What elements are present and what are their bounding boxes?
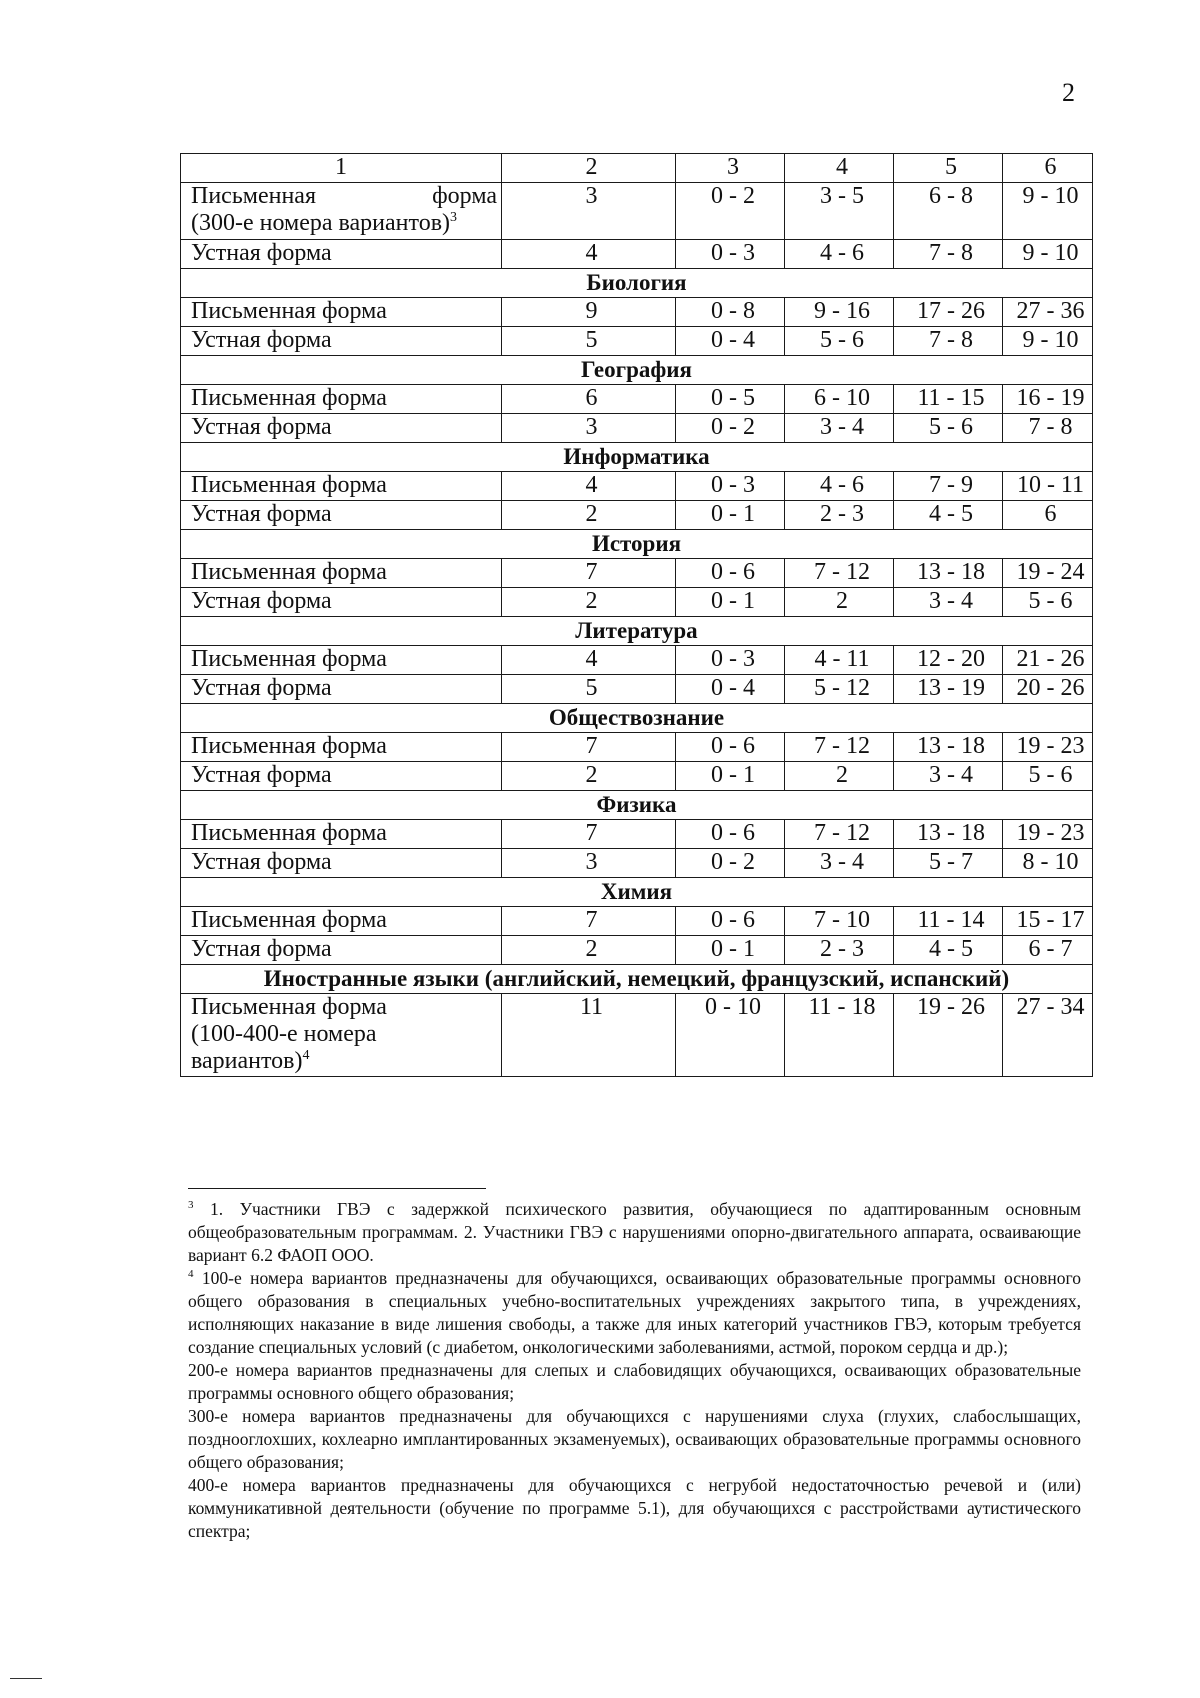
exam-form-label: Устная форма [181, 762, 502, 791]
max-score-cell: 9 [502, 298, 676, 327]
score-range-cell: 5 - 6 [1003, 588, 1093, 617]
table-row [181, 588, 1093, 617]
table-row [181, 762, 1093, 791]
label-line [191, 210, 497, 237]
label-line [191, 183, 497, 210]
subject-title: Информатика [181, 443, 1093, 472]
score-range-cell: 3 - 5 [785, 183, 894, 240]
score-range-cell: 6 - 10 [785, 385, 894, 414]
scan-edge-mark [10, 1678, 42, 1679]
score-range-cell: 0 - 6 [676, 559, 785, 588]
header-cell: 5 [894, 154, 1003, 183]
subject-title: История [181, 530, 1093, 559]
exam-form-label: Устная форма [181, 588, 502, 617]
score-range-cell: 0 - 5 [676, 385, 785, 414]
score-range-cell: 0 - 3 [676, 472, 785, 501]
score-range-cell: 5 - 6 [1003, 762, 1093, 791]
exam-form-label: Письменная форма [181, 646, 502, 675]
max-score-cell: 3 [502, 849, 676, 878]
grade-conversion-table [180, 153, 1093, 1077]
table-row [181, 472, 1093, 501]
score-range-cell: 0 - 4 [676, 675, 785, 704]
score-range-cell: 0 - 1 [676, 501, 785, 530]
exam-form-label [181, 183, 502, 240]
exam-form-label: Устная форма [181, 327, 502, 356]
score-range-cell: 12 - 20 [894, 646, 1003, 675]
label-text: (300-е номера вариантов) [191, 210, 451, 236]
score-range-cell: 7 - 9 [894, 472, 1003, 501]
score-range-cell: 4 - 5 [894, 501, 1003, 530]
max-score-cell: 7 [502, 733, 676, 762]
max-score-cell: 3 [502, 414, 676, 443]
subject-header-row [181, 965, 1093, 994]
label-line [191, 994, 497, 1021]
score-range-cell: 7 - 8 [1003, 414, 1093, 443]
score-range-cell: 5 - 6 [894, 414, 1003, 443]
footnote-paragraph [188, 1474, 1081, 1543]
max-score-cell: 4 [502, 646, 676, 675]
label-text: (100-400-е номера [191, 1021, 377, 1047]
table-row [181, 559, 1093, 588]
header-cell: 3 [676, 154, 785, 183]
score-range-cell: 16 - 19 [1003, 385, 1093, 414]
score-range-cell: 9 - 10 [1003, 327, 1093, 356]
score-range-cell: 0 - 6 [676, 820, 785, 849]
max-score-cell: 3 [502, 183, 676, 240]
score-range-cell: 0 - 1 [676, 762, 785, 791]
exam-form-label: Устная форма [181, 240, 502, 269]
footnote-ref: 4 [302, 1048, 310, 1063]
score-range-cell: 4 - 11 [785, 646, 894, 675]
exam-form-label: Письменная форма [181, 820, 502, 849]
score-range-cell: 13 - 19 [894, 675, 1003, 704]
score-range-cell: 3 - 4 [894, 762, 1003, 791]
score-range-cell: 9 - 10 [1003, 240, 1093, 269]
score-range-cell: 0 - 3 [676, 240, 785, 269]
score-range-cell: 19 - 23 [1003, 820, 1093, 849]
table-row [181, 183, 1093, 240]
subject-header-row [181, 704, 1093, 733]
max-score-cell: 4 [502, 472, 676, 501]
max-score-cell: 7 [502, 559, 676, 588]
footnote-text: 200-е номера вариантов предназначены для слепых и слабовидящих обучающихся, осваивающих образовательные программы основного общего образования; [188, 1360, 1081, 1403]
score-range-cell: 0 - 4 [676, 327, 785, 356]
footnote-divider [188, 1188, 486, 1189]
footnote-text: 300-е номера вариантов предназначены для обучающихся с нарушениями слуха (глухих, слабослышащих, позднооглохших, кохлеарно имплантированных экзаменуемых), осваивающих образовательные программы основного общего образования; [188, 1406, 1081, 1472]
score-range-cell: 0 - 10 [676, 994, 785, 1077]
exam-form-label: Письменная форма [181, 907, 502, 936]
subject-header-row [181, 356, 1093, 385]
score-range-cell: 7 - 10 [785, 907, 894, 936]
score-range-cell: 0 - 8 [676, 298, 785, 327]
max-score-cell: 7 [502, 907, 676, 936]
score-range-cell: 9 - 16 [785, 298, 894, 327]
score-range-cell: 27 - 36 [1003, 298, 1093, 327]
max-score-cell: 4 [502, 240, 676, 269]
score-range-cell: 11 - 15 [894, 385, 1003, 414]
exam-form-label: Устная форма [181, 936, 502, 965]
max-score-cell: 2 [502, 762, 676, 791]
table-row [181, 298, 1093, 327]
score-range-cell: 7 - 12 [785, 733, 894, 762]
score-range-cell: 0 - 1 [676, 936, 785, 965]
score-range-cell: 6 - 7 [1003, 936, 1093, 965]
footnote-text: 400-е номера вариантов предназначены для обучающихся с негрубой недостаточностью речевой и (или) коммуникативной деятельности (обучение по программе 5.1), для обучающихся с расстройствами аутистического спектра; [188, 1475, 1081, 1541]
score-range-cell: 27 - 34 [1003, 994, 1093, 1077]
footnote-paragraph [188, 1359, 1081, 1405]
score-range-cell: 2 - 3 [785, 501, 894, 530]
score-range-cell: 11 - 18 [785, 994, 894, 1077]
table-row [181, 675, 1093, 704]
subject-title: Иностранные языки (английский, немецкий, французский, испанский) [181, 965, 1093, 994]
exam-form-label [181, 994, 502, 1077]
score-range-cell: 3 - 4 [894, 588, 1003, 617]
score-range-cell: 15 - 17 [1003, 907, 1093, 936]
table-row [181, 240, 1093, 269]
max-score-cell: 5 [502, 327, 676, 356]
footnote-paragraph [188, 1405, 1081, 1474]
label-word: форма [432, 183, 497, 209]
label-text: вариантов) [191, 1048, 303, 1074]
score-range-cell: 7 - 8 [894, 240, 1003, 269]
max-score-cell: 7 [502, 820, 676, 849]
footnote-paragraph [188, 1198, 1081, 1267]
score-range-cell: 13 - 18 [894, 733, 1003, 762]
exam-form-label: Письменная форма [181, 298, 502, 327]
table-row [181, 414, 1093, 443]
exam-form-label: Письменная форма [181, 472, 502, 501]
footnote-marker: 3 [188, 1199, 194, 1212]
score-range-cell: 19 - 24 [1003, 559, 1093, 588]
subject-title: Биология [181, 269, 1093, 298]
score-range-cell: 11 - 14 [894, 907, 1003, 936]
header-cell: 6 [1003, 154, 1093, 183]
score-range-cell: 2 [785, 762, 894, 791]
subject-title: Химия [181, 878, 1093, 907]
table-header-row [181, 154, 1093, 183]
header-cell: 2 [502, 154, 676, 183]
max-score-cell: 2 [502, 501, 676, 530]
score-range-cell: 2 [785, 588, 894, 617]
table-row [181, 849, 1093, 878]
page-number: 2 [1062, 78, 1075, 107]
score-range-cell: 0 - 2 [676, 183, 785, 240]
subject-header-row [181, 878, 1093, 907]
subject-title: География [181, 356, 1093, 385]
exam-form-label: Письменная форма [181, 733, 502, 762]
table-row [181, 646, 1093, 675]
table-row [181, 733, 1093, 762]
footnotes [188, 1198, 1081, 1543]
header-cell: 4 [785, 154, 894, 183]
table-row [181, 385, 1093, 414]
subject-header-row [181, 269, 1093, 298]
exam-form-label: Устная форма [181, 675, 502, 704]
table-row [181, 501, 1093, 530]
max-score-cell: 11 [502, 994, 676, 1077]
score-range-cell: 0 - 6 [676, 907, 785, 936]
footnote-text: 1. Участники ГВЭ с задержкой психического развития, обучающиеся по адаптированным основным общеобразовательным программам. 2. Участники ГВЭ с нарушениями опорно-двигательного аппарата, осваивающие вариант 6.2 ФАОП ООО. [188, 1199, 1081, 1265]
footnote-paragraph [188, 1267, 1081, 1359]
subject-header-row [181, 530, 1093, 559]
score-range-cell: 3 - 4 [785, 414, 894, 443]
exam-form-label: Устная форма [181, 849, 502, 878]
score-range-cell: 0 - 2 [676, 414, 785, 443]
score-range-cell: 2 - 3 [785, 936, 894, 965]
footnote-ref: 3 [450, 210, 458, 225]
score-range-cell: 8 - 10 [1003, 849, 1093, 878]
label-text: Письменная форма [191, 994, 387, 1020]
subject-header-row [181, 791, 1093, 820]
footnote-marker: 4 [188, 1268, 194, 1281]
score-range-cell: 6 [1003, 501, 1093, 530]
score-range-cell: 9 - 10 [1003, 183, 1093, 240]
footnote-text: 100-е номера вариантов предназначены для обучающихся, осваивающих образовательные программы основного общего образования в специальных учебно-воспитательных учреждениях закрытого типа, в учреждениях, исполняющих наказание в виде лишения свободы, а также для иных категорий участников ГВЭ, которым требуется создание специальных условий (с диабетом, онкологическими заболеваниями, астмой, пороком сердца и др.); [188, 1268, 1081, 1357]
score-range-cell: 4 - 6 [785, 472, 894, 501]
score-range-cell: 21 - 26 [1003, 646, 1093, 675]
max-score-cell: 6 [502, 385, 676, 414]
exam-form-label: Письменная форма [181, 385, 502, 414]
score-range-cell: 7 - 12 [785, 820, 894, 849]
subject-title: Литература [181, 617, 1093, 646]
score-range-cell: 0 - 6 [676, 733, 785, 762]
score-range-cell: 4 - 5 [894, 936, 1003, 965]
label-word: Письменная [191, 183, 316, 209]
score-range-cell: 5 - 12 [785, 675, 894, 704]
score-range-cell: 17 - 26 [894, 298, 1003, 327]
score-range-cell: 13 - 18 [894, 820, 1003, 849]
label-line [191, 1048, 497, 1075]
score-range-cell: 5 - 7 [894, 849, 1003, 878]
score-range-cell: 19 - 23 [1003, 733, 1093, 762]
score-range-cell: 0 - 3 [676, 646, 785, 675]
table-row [181, 936, 1093, 965]
score-range-cell: 0 - 2 [676, 849, 785, 878]
score-range-cell: 5 - 6 [785, 327, 894, 356]
subject-title: Обществознание [181, 704, 1093, 733]
score-range-cell: 13 - 18 [894, 559, 1003, 588]
subject-header-row [181, 443, 1093, 472]
max-score-cell: 5 [502, 675, 676, 704]
subject-title: Физика [181, 791, 1093, 820]
exam-form-label: Письменная форма [181, 559, 502, 588]
table-row [181, 327, 1093, 356]
score-range-cell: 0 - 1 [676, 588, 785, 617]
score-range-cell: 20 - 26 [1003, 675, 1093, 704]
table-row [181, 994, 1093, 1077]
score-range-cell: 19 - 26 [894, 994, 1003, 1077]
exam-form-label: Устная форма [181, 414, 502, 443]
subject-header-row [181, 617, 1093, 646]
max-score-cell: 2 [502, 936, 676, 965]
label-line [191, 1021, 497, 1048]
score-range-cell: 3 - 4 [785, 849, 894, 878]
score-range-cell: 7 - 8 [894, 327, 1003, 356]
table-row [181, 907, 1093, 936]
max-score-cell: 2 [502, 588, 676, 617]
score-range-cell: 6 - 8 [894, 183, 1003, 240]
score-range-cell: 10 - 11 [1003, 472, 1093, 501]
table-row [181, 820, 1093, 849]
score-range-cell: 7 - 12 [785, 559, 894, 588]
score-range-cell: 4 - 6 [785, 240, 894, 269]
exam-form-label: Устная форма [181, 501, 502, 530]
header-cell: 1 [181, 154, 502, 183]
